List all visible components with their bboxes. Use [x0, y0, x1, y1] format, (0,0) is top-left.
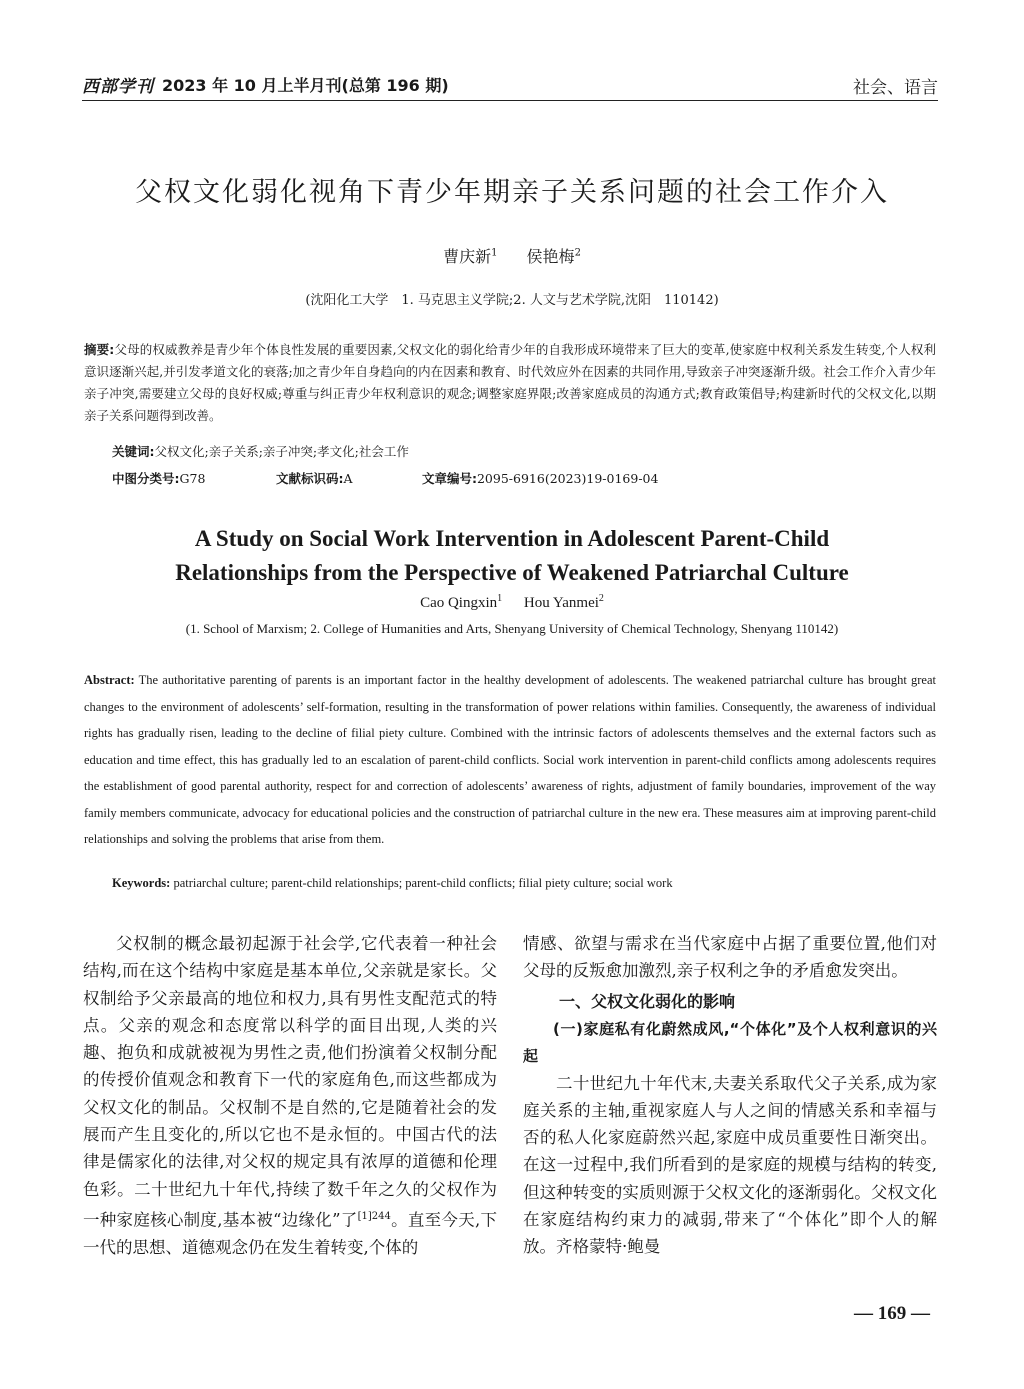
authors-en: [0, 593, 1024, 612]
doc-code: 文献标识码:A: [275, 471, 353, 486]
keywords-en: [112, 876, 673, 891]
journal-logo: 西部学刊: [82, 77, 154, 97]
keywords-en-text: patriarchal culture; parent-child relationships; parent-child conflicts; filial piety culture; social work: [173, 876, 673, 890]
body-paragraph: 二十世纪九十年代末,夫妻关系取代父子关系,成为家庭关系的主轴,重视家庭人与人之间的情感关系和幸福与否的私人化家庭蔚然兴起,家庭中成员重要性日渐突出。在这一过程中,我们所看到的是家庭的规模与结构的转变,但这种转变的实质则源于父权文化的逐渐弱化。父权文化在家庭结构约束力的减弱,带来了“个体化”即个人的解放。齐格蒙特·鲍曼: [523, 1073, 937, 1257]
paper-title-en-line-2: Relationships from the Perspective of Weakened Patriarchal Culture: [175, 560, 849, 585]
page-number: — 169 —: [854, 1303, 930, 1324]
clc-code: 中图分类号:G78: [112, 471, 206, 486]
author-2-en: Hou Yanmei$^2$: [523, 593, 604, 611]
abstract-en: [84, 667, 936, 853]
abstract-cn-text: 父母的权威教养是青少年个体良性发展的重要因素,父权文化的弱化给青少年的自我形成环境带来了巨大的变革,使家庭中权利关系发生转变,个人权利意识逐渐兴起,并引发孝道文化的衰落;加之青少年自身趋向的内在因素和教育、时代效应外在因素的共同作用,导致亲子冲突逐渐升级。社会工作介入青少年亲子冲突,需要建立父母的良好权威;尊重与纠正青少年权利意识的观念;调整家庭界限;改善家庭成员的沟通方式;教育政策倡导;构建新时代的父权文化,以期亲子关系问题得到改善。: [84, 342, 936, 423]
paper-title-cn: 父权文化弱化视角下青少年期亲子关系问题的社会工作介入: [135, 177, 889, 208]
keywords-en-label: Keywords:: [112, 876, 171, 890]
article-number: 文章编号:2095-6916(2023)19-0169-04: [421, 471, 659, 486]
keywords-cn-text: 父权文化;亲子关系;亲子冲突;孝文化;社会工作: [154, 444, 409, 459]
keywords-cn: [112, 442, 409, 460]
subsection-heading-1: (一)家庭私有化蔚然成风,“个体化”及个人权利意识的兴起: [523, 1019, 937, 1065]
section-heading-1: 一、父权文化弱化的影响: [559, 991, 736, 1011]
section-name: 社会、语言: [853, 78, 938, 98]
abstract-cn: [84, 339, 936, 427]
body-column-right: [523, 930, 937, 1261]
abstract-en-text: The authoritative parenting of parents is an important factor in the healthy development of adolescents. The weakened patriarchal culture has brought great changes to the environment of adolescents’ self-formation, resulting in the transformation of power relations within families. Consequently, the awareness of individual rights has gradually risen, leading to the decline of filial piety culture. Combined with the intrinsic factors of adolescents themselves and the external factors such as education and time effect, this has gradually led to an escalation of parent-child conflicts. Social work intervention in parent-child conflicts among adolescents requires the establishment of good parental authority, respect for and correction of adolescents’ awareness of rights, adjustment of family boundaries, improvement of the way family members communicate, advocacy for educational policies and the construction of patriarchal culture in the new era. These measures aim at improving parent-child relationships and solving the problems that arise from them.: [84, 673, 936, 846]
abstract-en-label: Abstract:: [84, 673, 135, 687]
paper-title-en: [0, 522, 1024, 590]
paper-title-en-line-1: A Study on Social Work Intervention in Adolescent Parent-Child: [194, 526, 830, 551]
body-column-left: [83, 930, 497, 1261]
issue-info: 2023 年 10 月上半月刊(总第 196 期): [162, 76, 449, 95]
author-1-cn: 曹庆新$^1$: [443, 247, 498, 266]
classification-row: [112, 469, 932, 487]
body-paragraph: 父权制的概念最初起源于社会学,它代表着一种社会结构,而在这个结构中家庭是基本单位,父亲就是家长。父权制给予父亲最高的地位和权力,具有男性支配范式的特点。父亲的观念和态度常以科学的面目出现,人类的兴趣、抱负和成就被视为男性之责,他们扮演着父权制分配的传授价值观念和教育下一代的家庭角色,而这些都成为父权文化的制品。父权制不是自然的,它是随着社会的发展而产生且变化的,所以它也不是永恒的。中国古代的法律是儒家化的法律,对父权的规定具有浓厚的道德和伦理色彩。二十世纪九十年代,持续了数千年之久的父权作为一种家庭核心制度,基本被“边缘化”了$^{[1]244}$。直至今天,下一代的思想、道德观念仍在发生着转变,个体的: [83, 934, 497, 1257]
affiliation-en: (1. School of Marxism; 2. College of Humanities and Arts, Shenyang University of Chemical Technology, Shenyang 110142): [185, 621, 839, 636]
abstract-cn-label: 摘要:: [84, 342, 115, 357]
keywords-cn-label: 关键词:: [112, 444, 155, 459]
author-2-cn: 侯艳梅$^2$: [526, 247, 581, 266]
authors-cn: [0, 244, 1024, 267]
running-header: [82, 66, 938, 101]
citation: [1]244: [357, 1210, 391, 1222]
body-paragraph-continued: 情感、欲望与需求在当代家庭中占据了重要位置,他们对父母的反叛愈加激烈,亲子权利之争的矛盾愈发突出。: [523, 934, 937, 981]
author-1-en: Cao Qingxin$^1$: [420, 593, 503, 611]
affiliation-cn: (沈阳化工大学 1. 马克思主义学院;2. 人文与艺术学院,沈阳 110142): [305, 293, 719, 308]
